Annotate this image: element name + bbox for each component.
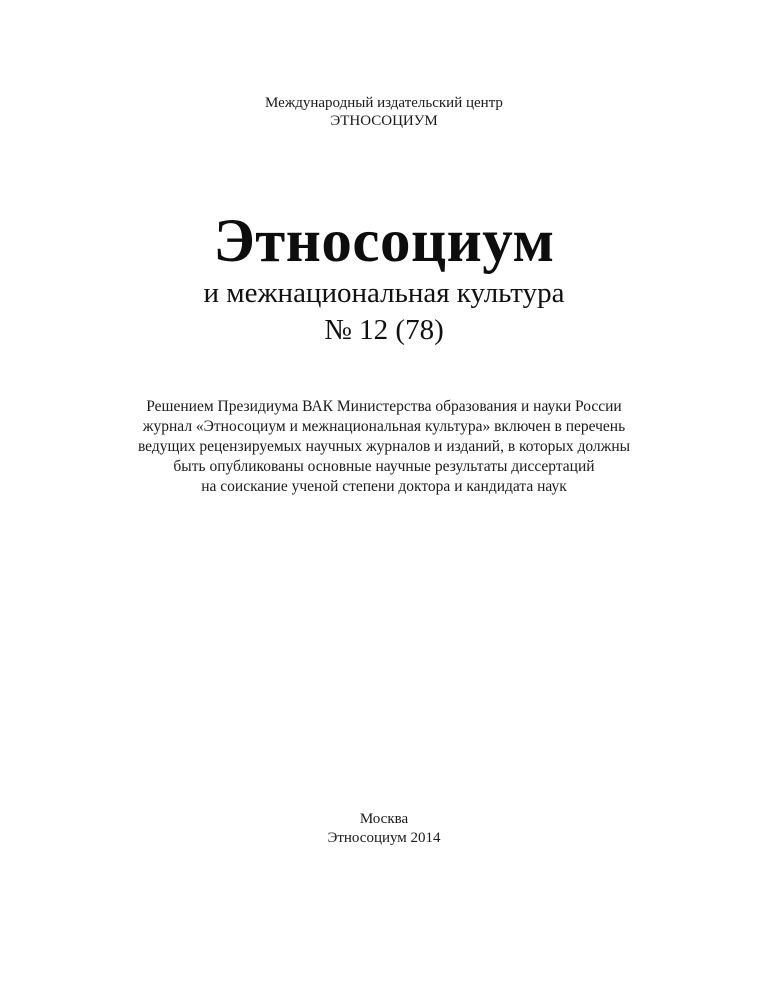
notice-line: быть опубликованы основные научные результаты диссертаций bbox=[173, 458, 595, 475]
notice-line: на соискание ученой степени доктора и кандидата наук bbox=[201, 478, 567, 495]
notice-line: Решением Президиума ВАК Министерства образования и науки России bbox=[146, 398, 622, 415]
publisher-brand: ЭТНОСОЦИУМ bbox=[330, 113, 438, 129]
journal-title: Этносоциум bbox=[213, 208, 555, 275]
journal-subtitle: и межнациональная культура bbox=[203, 277, 565, 309]
imprint-publisher-year: Этносоциум 2014 bbox=[327, 830, 441, 846]
notice-line: ведущих рецензируемых научных журналов и изданий, в которых должны bbox=[137, 438, 631, 455]
imprint-city: Москва bbox=[359, 811, 409, 827]
notice-line: журнал «Этносоциум и межнациональная культура» включен в перечень bbox=[142, 418, 626, 435]
vak-notice bbox=[0, 397, 768, 497]
issue-number: № 12 (78) bbox=[324, 314, 444, 346]
publisher-name: Международный издательский центр bbox=[265, 95, 503, 111]
